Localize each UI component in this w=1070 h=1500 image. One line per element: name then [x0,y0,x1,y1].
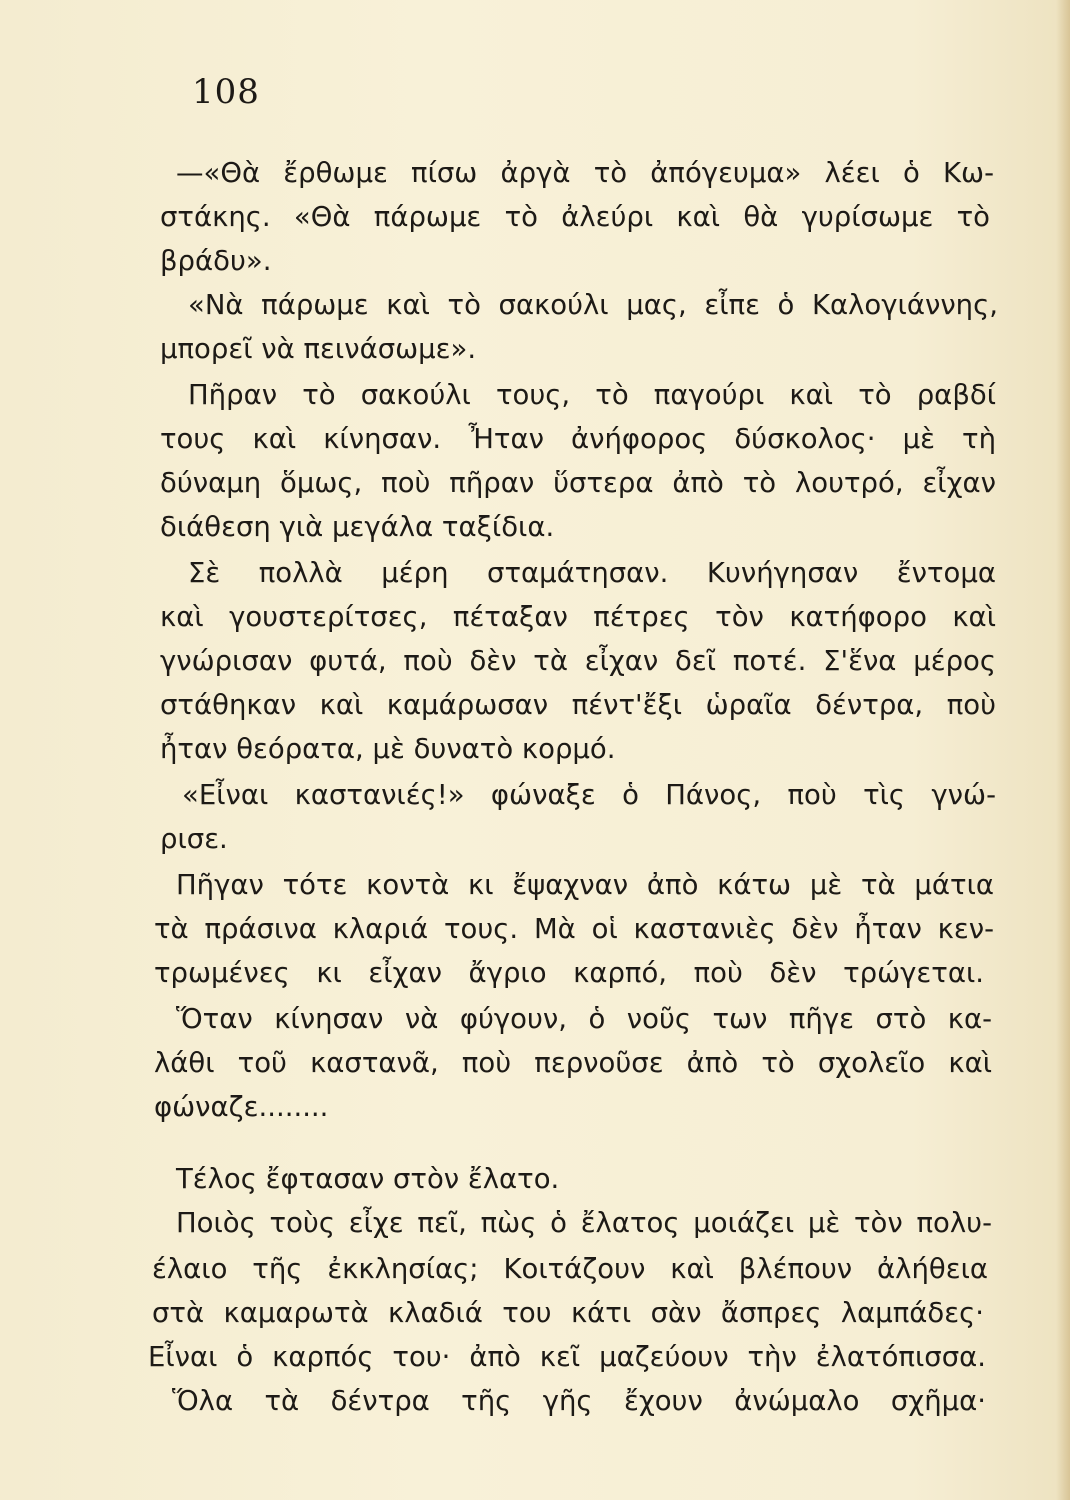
text-line: Ποιὸς τοὺς εἶχε πεῖ, πὼς ὁ ἔλατος μοιάζει μὲ τὸν πολυ- [176,1207,992,1239]
text-line: Εἶναι ὁ καρπός του· ἀπὸ κεῖ μαζεύουν τὴν ἐλατόπισσα. [148,1341,986,1373]
text-line: —«Θὰ ἔρθωμε πίσω ἀργὰ τὸ ἀπόγευμα» λέει ὁ Κω- [176,157,994,189]
text-line: ἦταν θεόρατα, μὲ δυνατὸ κορμό. [160,733,616,765]
text-line: ρισε. [160,823,228,855]
text-line: Σὲ πολλὰ μέρη σταμάτησαν. Κυνήγησαν ἔντομα [188,557,996,589]
text-line: Ὅταν κίνησαν νὰ φύγουν, ὁ νοῦς των πῆγε στὸ κα- [176,1003,992,1035]
text-line: διάθεση γιὰ μεγάλα ταξίδια. [160,511,555,543]
text-line: φώναζε........ [154,1091,329,1123]
text-line: τους καὶ κίνησαν. Ἦταν ἀνήφορος δύσκολος· μὲ τὴ [160,423,996,455]
text-line: τὰ πράσινα κλαριά τους. Μὰ οἱ καστανιὲς δὲν ἦταν κεν- [154,913,994,945]
text-line: στὰ καμαρωτὰ κλαδιά του κάτι σὰν ἄσπρες λαμπάδες· [152,1297,984,1329]
text-line: καὶ γουστερίτσες, πέταξαν πέτρες τὸν κατήφορο καὶ [160,601,996,633]
text-line: Πῆγαν τότε κοντὰ κι ἔψαχναν ἀπὸ κάτω μὲ τὰ μάτια [176,869,994,901]
text-line: Ὅλα τὰ δέντρα τῆς γῆς ἔχουν ἀνώμαλο σχῆμα· [172,1385,986,1417]
text-line: βράδυ». [160,245,272,277]
text-line: «Νὰ πάρωμε καὶ τὸ σακούλι μας, εἶπε ὁ Καλογιάννης, [188,289,998,321]
text-line: στάθηκαν καὶ καμάρωσαν πέντ'ἔξι ὡραῖα δέντρα, ποὺ [160,689,996,721]
text-line: λάθι τοῦ καστανᾶ, ποὺ περνοῦσε ἀπὸ τὸ σχολεῖο καὶ [154,1047,992,1079]
text-line: γνώρισαν φυτά, ποὺ δὲν τὰ εἶχαν δεῖ ποτέ. Σ'ἕνα μέρος [160,645,996,677]
page-gutter-shadow [1056,0,1070,1500]
text-line: τρωμένες κι εἶχαν ἄγριο καρπό, ποὺ δὲν τρώγεται. [154,957,984,989]
text-line: «Εἶναι καστανιές!» φώναξε ὁ Πάνος, ποὺ τὶς γνώ- [182,779,996,811]
text-line: μπορεῖ νὰ πεινάσωμε». [160,333,477,365]
text-line: Πῆραν τὸ σακούλι τους, τὸ παγούρι καὶ τὸ ραβδί [188,379,996,411]
page-number: 108 [192,72,260,112]
text-line: στάκης. «Θὰ πάρωμε τὸ ἀλεύρι καὶ θὰ γυρίσωμε τὸ [160,201,990,233]
text-line: έλαιο τῆς ἐκκλησίας; Κοιτάζουν καὶ βλέπουν ἀλήθεια [152,1253,988,1285]
text-line: Τέλος ἔφτασαν στὸν ἔλατο. [176,1163,560,1195]
text-line: δύναμη ὅμως, ποὺ πῆραν ὕστερα ἀπὸ τὸ λουτρό, εἶχαν [160,467,996,499]
